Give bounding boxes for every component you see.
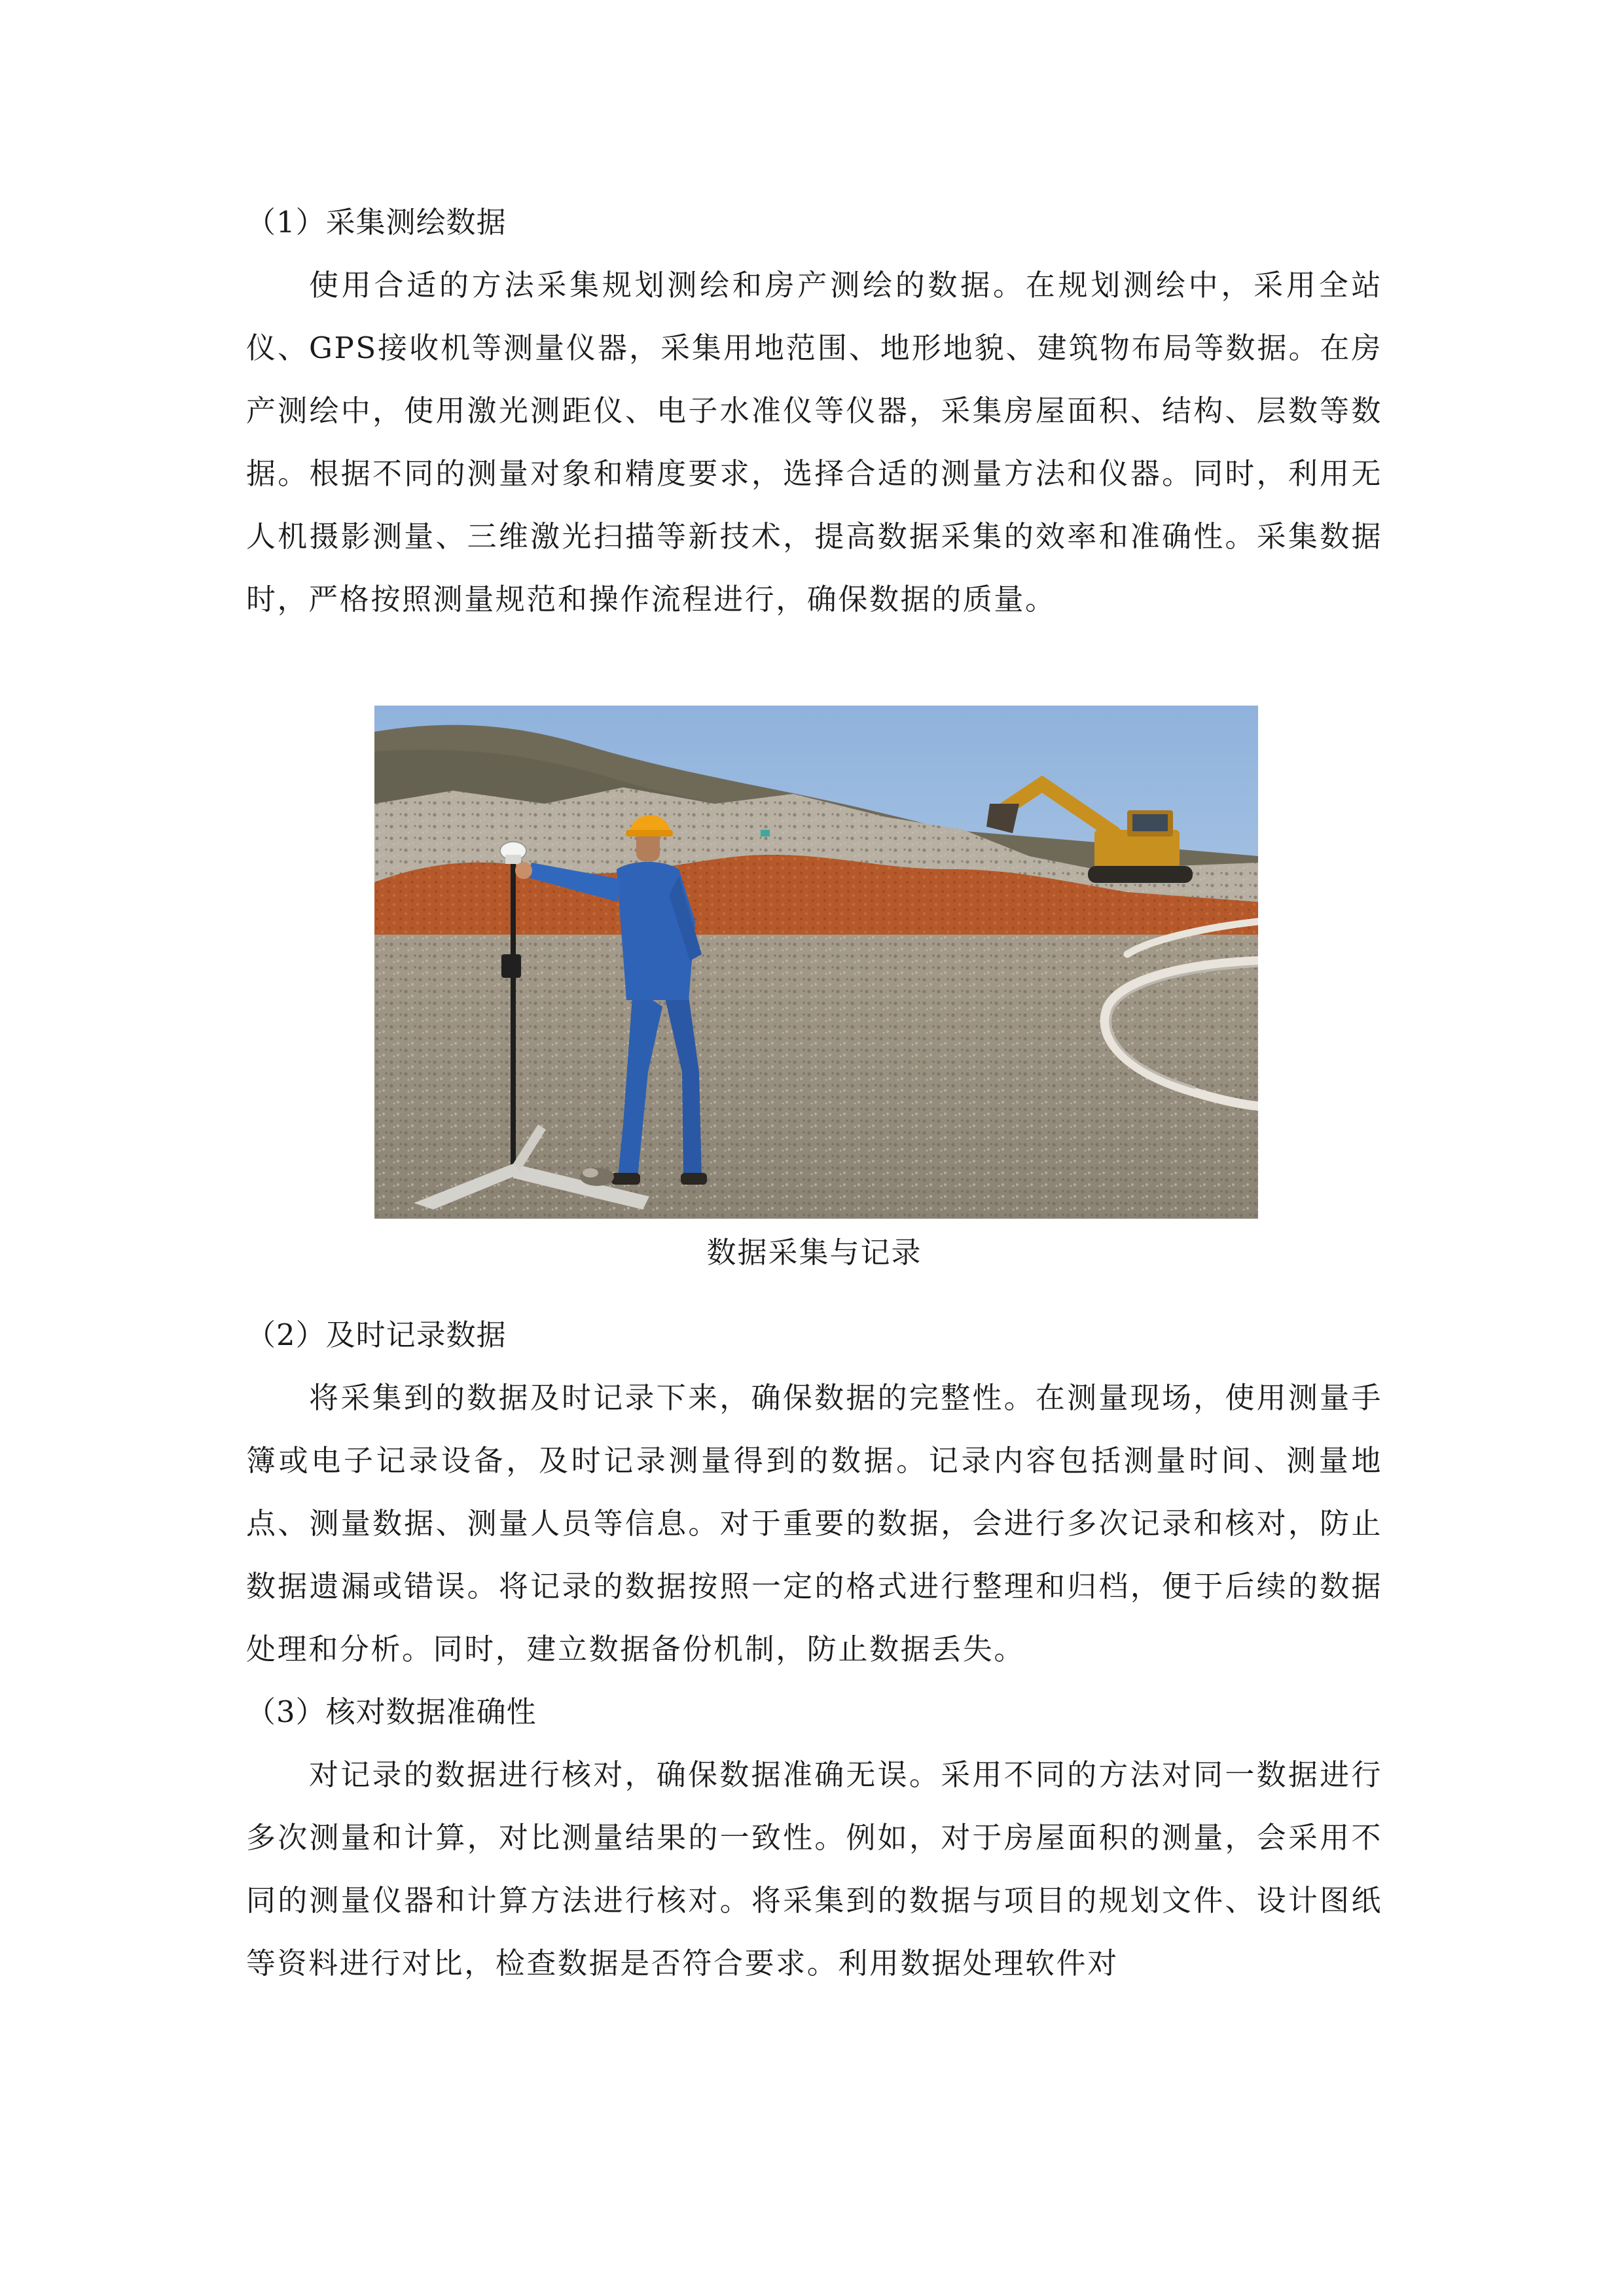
section-heading: （2）及时记录数据 — [246, 1318, 507, 1352]
section-heading: （1）采集测绘数据 — [246, 205, 507, 240]
surveyor-photo — [374, 706, 1258, 1219]
section-1 — [246, 191, 1382, 631]
figure-photo — [374, 706, 1258, 1219]
section-3 — [246, 1681, 1382, 1995]
section-paragraph: 将采集到的数据及时记录下来，确保数据的完整性。在测量现场，使用测量手簿或电子记录设备，及时记录测量得到的数据。记录内容包括测量时间、测量地点、测量数据、测量人员等信息。对于重要的数据，会进行多次记录和核对，防止数据遗漏或错误。将记录的数据按照一定的格式进行整理和归档，便于后续的数据处理和分析。同时，建立数据备份机制，防止数据丢失。 — [246, 1380, 1382, 1666]
section-2 — [246, 1304, 1382, 1681]
section-heading: （3）核对数据准确性 — [246, 1695, 537, 1729]
figure-caption: 数据采集与记录 — [706, 1235, 922, 1270]
section-paragraph: 对记录的数据进行核对，确保数据准确无误。采用不同的方法对同一数据进行多次测量和计算，对比测量结果的一致性。例如，对于房屋面积的测量，会采用不同的测量仪器和计算方法进行核对。将采集到的数据与项目的规划文件、设计图纸等资料进行对比，检查数据是否符合要求。利用数据处理软件对 — [246, 1757, 1382, 1981]
section-paragraph: 使用合适的方法采集规划测绘和房产测绘的数据。在规划测绘中，采用全站仪、GPS接收机等测量仪器，采集用地范围、地形地貌、建筑物布局等数据。在房产测绘中，使用激光测距仪、电子水准仪等仪器，采集房屋面积、结构、层数等数据。根据不同的测量对象和精度要求，选择合适的测量方法和仪器。同时，利用无人机摄影测量、三维激光扫描等新技术，提高数据采集的效率和准确性。采集数据时，严格按照测量规范和操作流程进行，确保数据的质量。 — [246, 268, 1382, 617]
